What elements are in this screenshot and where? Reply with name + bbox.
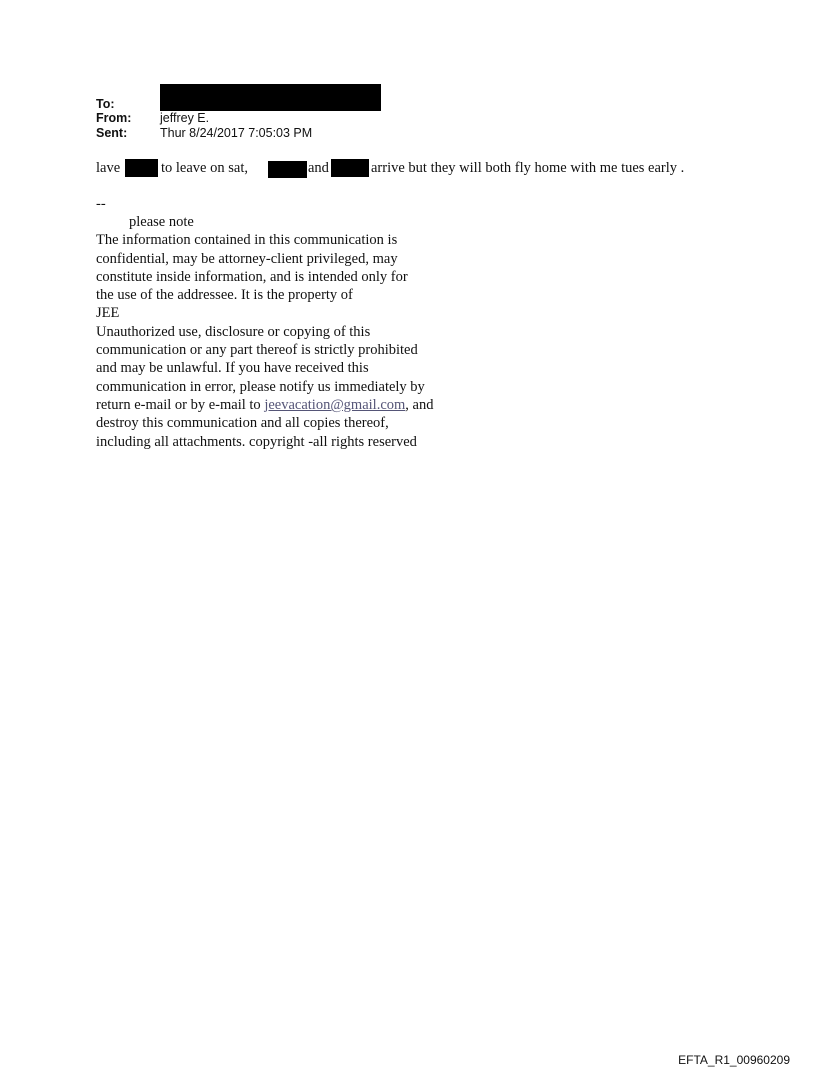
disclaimer-email-line	[96, 396, 433, 414]
disclaimer-line: and may be unlawful. If you have received this	[96, 360, 369, 377]
to-label: To:	[96, 97, 115, 111]
from-value: jeffrey E.	[160, 111, 210, 125]
message-text-part3: and	[308, 160, 329, 176]
email-header	[96, 97, 496, 143]
redaction-name-3	[331, 159, 369, 177]
disclaimer-line: communication in error, please notify us immediately by	[96, 378, 425, 395]
disclaimer-line: The information contained in this communication is	[96, 232, 398, 249]
disclaimer-line: the use of the addressee. It is the property of	[96, 287, 353, 304]
signature-separator: --	[96, 196, 106, 212]
sent-label: Sent:	[96, 126, 128, 140]
sent-value: Thur 8/24/2017 7:05:03 PM	[160, 126, 313, 140]
email-link[interactable]: jeevacation@gmail.com	[264, 396, 406, 413]
disclaimer-line: Unauthorized use, disclosure or copying of this	[96, 323, 371, 340]
disclaimer-line: destroy this communication and all copies thereof,	[96, 415, 389, 432]
redaction-name-1	[125, 159, 158, 177]
document-id: EFTA_R1_00960209	[678, 1053, 790, 1067]
disclaimer-line: confidential, may be attorney-client privileged, may	[96, 250, 398, 267]
message-text-part1: lave	[96, 160, 121, 176]
disclaimer-line: constitute inside information, and is intended only for	[96, 268, 408, 285]
disclaimer-note: please note	[129, 214, 194, 230]
signature-disclaimer	[96, 213, 433, 451]
message-text-part4: arrive but they will both fly home with me tues early .	[371, 160, 685, 176]
message-text-part2: to leave on sat,	[161, 160, 248, 176]
redaction-name-2	[268, 161, 307, 178]
email-line-prefix: return e-mail or by e-mail to	[96, 396, 265, 413]
disclaimer-line: including all attachments. copyright -all rights reserved	[96, 433, 417, 450]
from-label: From:	[96, 111, 132, 125]
disclaimer-line: JEE	[96, 305, 120, 322]
email-line-suffix: , and	[405, 396, 434, 413]
disclaimer-line: communication or any part thereof is strictly prohibited	[96, 342, 418, 359]
